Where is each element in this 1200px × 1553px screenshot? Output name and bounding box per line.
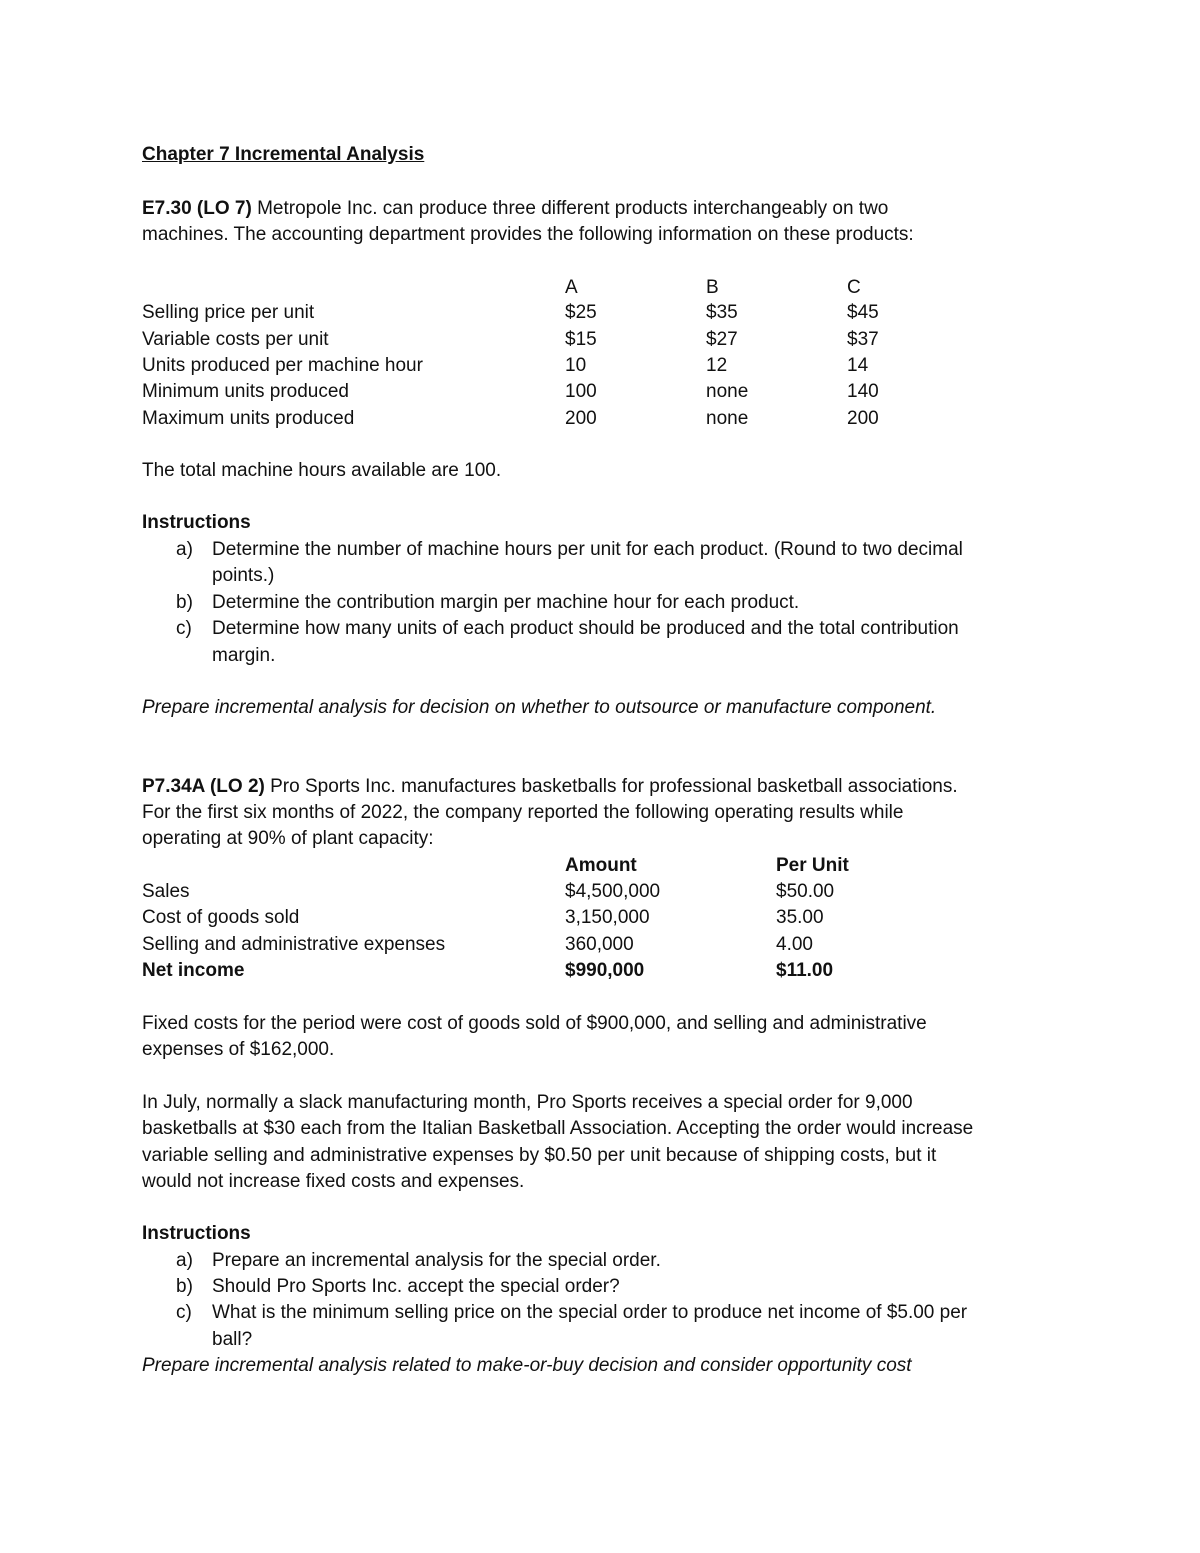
e730-note: The total machine hours available are 100.: [142, 460, 502, 481]
e730-col-header-c: C: [847, 277, 861, 298]
e730-cell: 200: [565, 408, 597, 429]
e730-intro-line-1: [142, 196, 888, 222]
p734-cell-net-income-per-unit: $11.00: [776, 960, 834, 981]
p734-ref: P7.34A (LO 2): [142, 776, 265, 797]
p734-instruction-text: Should Pro Sports Inc. accept the special order?: [212, 1276, 620, 1297]
e730-row-label: Units produced per machine hour: [142, 355, 423, 376]
p734-cell: 35.00: [776, 907, 824, 928]
p734-cell: 4.00: [776, 934, 813, 955]
e730-ref: E7.30 (LO 7): [142, 198, 252, 219]
p734-cell-net-income-amount: $990,000: [565, 960, 645, 981]
e730-intro-line-2: machines. The accounting department provides the following information on these products:: [142, 224, 914, 245]
page-title: Chapter 7 Incremental Analysis: [142, 144, 425, 165]
e730-cell: $25: [565, 302, 597, 323]
p734-instruction-text: What is the minimum selling price on the special order to produce net income of $5.00 per: [212, 1302, 968, 1323]
e730-cell: $45: [847, 302, 879, 323]
e730-col-header-a: A: [565, 277, 578, 298]
e730-row-label: Variable costs per unit: [142, 329, 329, 350]
e730-italic-note: Prepare incremental analysis for decision on whether to outsource or manufacture component.: [142, 697, 937, 718]
e730-cell: $37: [847, 329, 879, 350]
p734-cell: $50.00: [776, 881, 835, 902]
p734-instruction-text: ball?: [212, 1329, 253, 1350]
p734-intro-line-3: operating at 90% of plant capacity:: [142, 828, 434, 849]
p734-instructions-heading: Instructions: [142, 1223, 251, 1244]
e730-cell: 14: [847, 355, 869, 376]
e730-cell: $35: [706, 302, 738, 323]
e730-instruction-text: points.): [212, 565, 275, 586]
e730-cell: $15: [565, 329, 597, 350]
p734-fixed-line-2: expenses of $162,000.: [142, 1039, 335, 1060]
e730-cell: none: [706, 381, 749, 402]
p734-intro-line-2: For the first six months of 2022, the company reported the following operating results while: [142, 802, 904, 823]
e730-cell: 100: [565, 381, 597, 402]
p734-july-line-1: In July, normally a slack manufacturing month, Pro Sports receives a special order for 9,000: [142, 1092, 913, 1113]
e730-cell: 10: [565, 355, 587, 376]
e730-instruction-marker: a): [176, 539, 193, 560]
e730-intro-text-1: Metropole Inc. can produce three different products interchangeably on two: [251, 198, 889, 219]
p734-fixed-line-1: Fixed costs for the period were cost of goods sold of $900,000, and selling and administrative: [142, 1013, 927, 1034]
e730-instruction-marker: c): [176, 618, 192, 639]
p734-intro-text-1: Pro Sports Inc. manufactures basketballs for professional basketball associations.: [264, 776, 958, 797]
e730-instructions-heading: Instructions: [142, 512, 251, 533]
p734-cell: $4,500,000: [565, 881, 661, 902]
p734-instruction-marker: a): [176, 1250, 193, 1271]
p734-july-line-3: variable selling and administrative expenses by $0.50 per unit because of shipping costs, but it: [142, 1145, 937, 1166]
e730-cell: none: [706, 408, 749, 429]
e730-instruction-text: Determine how many units of each product should be produced and the total contribution: [212, 618, 959, 639]
p734-col-header-per-unit: Per Unit: [776, 855, 849, 876]
e730-cell: 200: [847, 408, 879, 429]
p734-instruction-marker: b): [176, 1276, 193, 1297]
p734-instruction-marker: c): [176, 1302, 192, 1323]
e730-cell: $27: [706, 329, 738, 350]
e730-cell: 12: [706, 355, 728, 376]
p734-italic-note: Prepare incremental analysis related to make-or-buy decision and consider opportunity cost: [142, 1355, 912, 1376]
p734-row-label: Cost of goods sold: [142, 907, 300, 928]
p734-row-label: Selling and administrative expenses: [142, 934, 446, 955]
e730-row-label: Selling price per unit: [142, 302, 315, 323]
e730-instruction-text: Determine the number of machine hours per unit for each product. (Round to two decimal: [212, 539, 963, 560]
e730-instruction-text: Determine the contribution margin per machine hour for each product.: [212, 592, 800, 613]
p734-row-label: Sales: [142, 881, 190, 902]
e730-cell: 140: [847, 381, 879, 402]
p734-july-line-4: would not increase fixed costs and expenses.: [142, 1171, 525, 1192]
e730-row-label: Maximum units produced: [142, 408, 355, 429]
p734-instruction-text: Prepare an incremental analysis for the special order.: [212, 1250, 661, 1271]
e730-instruction-text: margin.: [212, 645, 276, 666]
p734-cell: 3,150,000: [565, 907, 650, 928]
e730-col-header-b: B: [706, 277, 719, 298]
p734-col-header-amount: Amount: [565, 855, 637, 876]
p734-row-label-net-income: Net income: [142, 960, 245, 981]
p734-intro-line-1: [142, 774, 958, 800]
e730-row-label: Minimum units produced: [142, 381, 349, 402]
p734-july-line-2: basketballs at $30 each from the Italian Basketball Association. Accepting the order would increase: [142, 1118, 974, 1139]
p734-cell: 360,000: [565, 934, 634, 955]
e730-instruction-marker: b): [176, 592, 193, 613]
